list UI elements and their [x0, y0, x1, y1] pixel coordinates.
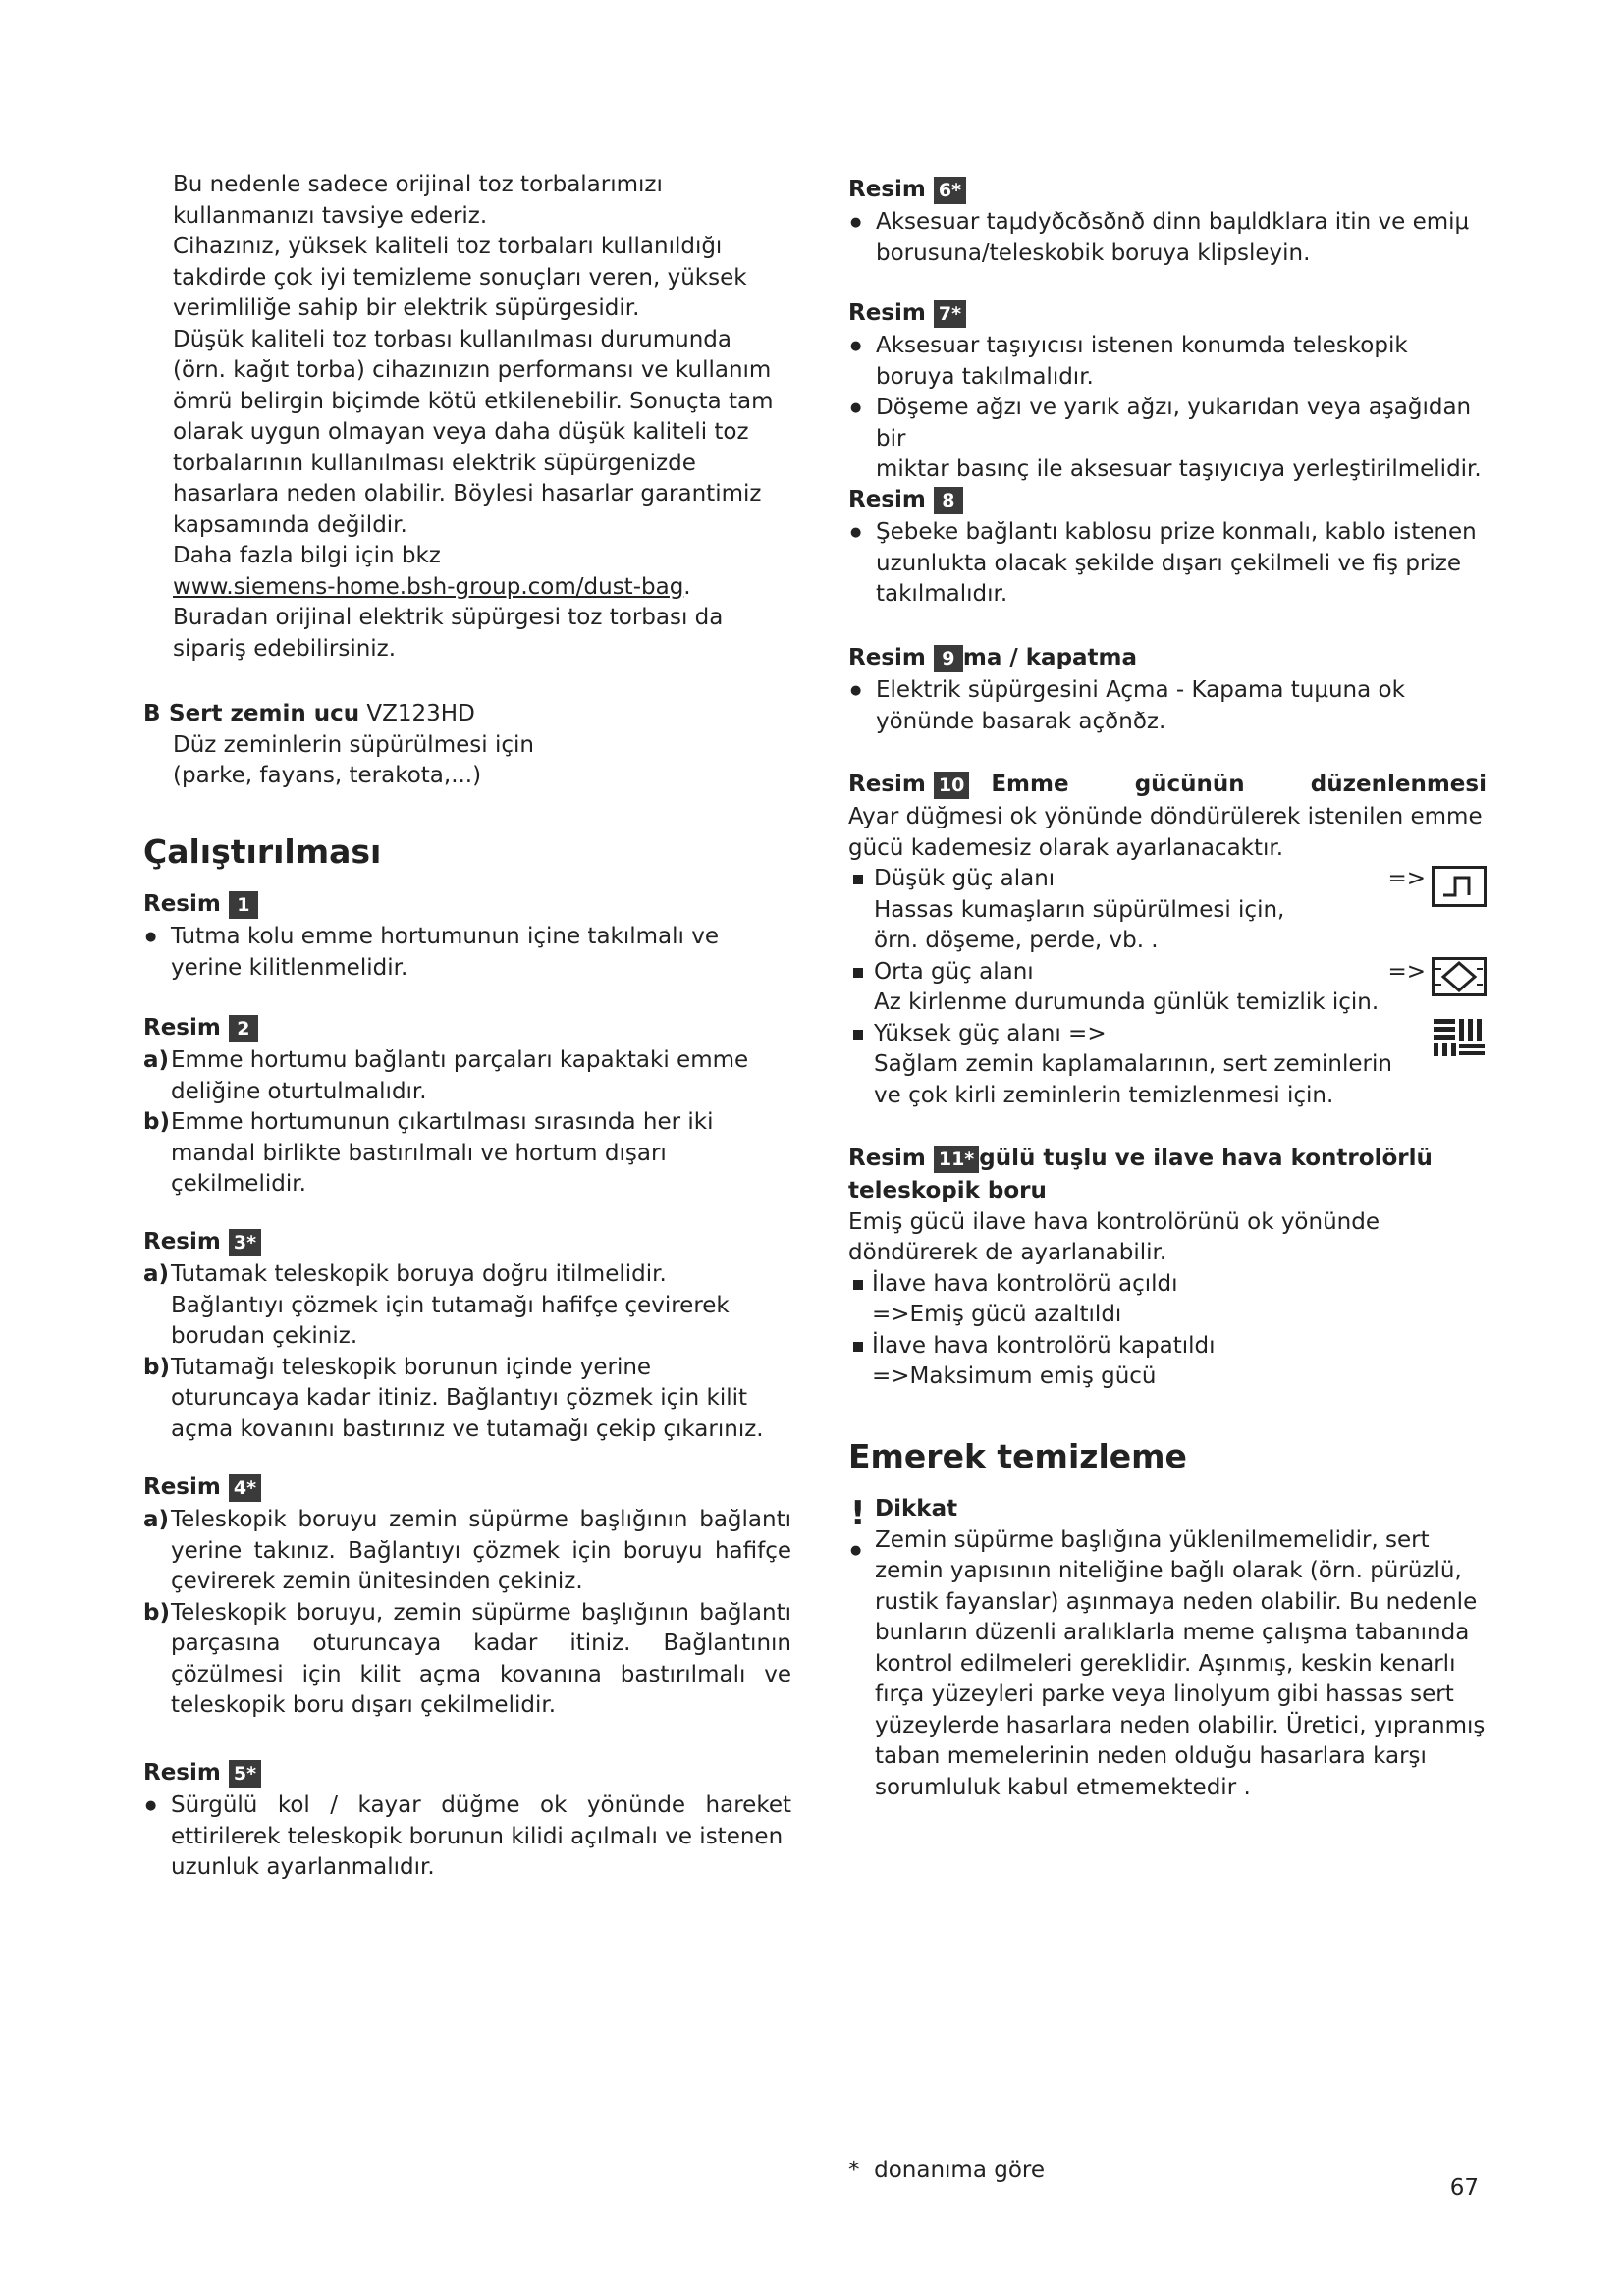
resim-9 [848, 642, 1487, 737]
b-letter: B [143, 701, 161, 726]
resim-10 [848, 769, 1487, 1111]
bullet-item: ● Aksesuar taμdyðcðsðnð dinn baμldklara itin ve emiμ borusuna/teleskobik boruya klipsleyin. [848, 207, 1487, 269]
text-line: (parke, fayans, terakota,...) [173, 763, 482, 788]
text-line: kullanmanızı tavsiye ederiz. [173, 202, 488, 229]
step-label: a) [143, 1047, 170, 1073]
resim-11-title: gülü tuşlu ve ilave hava kontrolörlü [979, 1146, 1433, 1172]
text-line: gücü kademesiz olarak ayarlanacaktır. [848, 834, 1284, 861]
resim-heading: Resim 4* [143, 1471, 791, 1505]
section-title-emerek-temizleme: Emerek temizleme [848, 1437, 1187, 1475]
resim-11 [848, 1143, 1487, 1393]
step-b: b) Emme hortumunun çıkartılması sırasında her iki mandal birlikte bastırılmalı ve hortum dışarı çekilmelidir. [143, 1109, 714, 1197]
resim-heading: Resim 11* gülü tuşlu ve ilave hava kontrolörlü [848, 1143, 1487, 1176]
b-title: Sert zemin ucu [169, 701, 360, 726]
text-line: verimliliğe sahip bir elektrik süpürgesidir. [173, 295, 640, 321]
resim-1 [143, 888, 791, 984]
figure-number: 10 [934, 772, 969, 799]
figure-number: 4* [229, 1474, 261, 1502]
b-code: VZ123HD [366, 701, 475, 726]
resim-9-title: ma / kapatma [962, 645, 1138, 671]
section-title-calistirilmasi: Çalıştırılması [143, 832, 382, 871]
resim-6 [848, 174, 1487, 269]
resim-heading: Resim 10 Emme gücünün düzenlenmesi [848, 772, 1487, 798]
resim-heading: Resim 5* [143, 1757, 791, 1790]
resim-heading: Resim 3* [143, 1226, 791, 1259]
bullet-item: ● Aksesuar taşıyıcısı istenen konumda teleskopik boruya takılmalıdır. [848, 331, 1487, 393]
high-power-icon [1432, 1017, 1487, 1058]
step-label: a) [143, 1261, 170, 1287]
figure-number: 2 [229, 1015, 258, 1042]
resim-11-title-line2: teleskopik boru [848, 1178, 1047, 1203]
warning-block: ! ● Dikkat Zemin süpürme başlığına yüklenilmemelidir, sert zemin yapısının niteliğine bağlı olarak (örn. pürüzlü, rustik fayanslar) aşınmaya neden olabilir. Bu nedenle bunların düzenli aralıklarla meme çalışma tabanında kontrol edilmeleri gereklidir. Aşınmış, keskin kenarlı fırça yüzeyleri parke veya linolyum gibi hassas sert yüzeylerde hasarlara neden olabilir. Üretici, yıpranmış taban memelerinin neden olduğu hasarlara karşı sorumluluk kabul etmemektedir . [850, 1494, 1486, 1800]
text-line: torbalarının kullanılması elektrik süpürgenizde [173, 450, 696, 476]
text-line: sipariş edebilirsiniz. [173, 635, 397, 662]
text-line: Düşük kaliteli toz torbası kullanılması durumunda [173, 326, 731, 352]
power-mid: Orta güç alanı => Az kirlenme durumunda günlük temizlik için. [848, 957, 1487, 1019]
text-line: Emiş gücü ilave hava kontrolörünü ok yönünde [848, 1208, 1380, 1235]
text-line: Düz zeminlerin süpürülmesi için [173, 731, 534, 758]
resim-heading: Resim 9 ma / kapatma [848, 642, 1487, 675]
text-line: ömrü belirgin biçimde kötü etkilenebilir. Sonuçta tam [173, 388, 774, 414]
text-line: kapsamında değildir. [173, 511, 407, 538]
resim-4 [143, 1471, 791, 1722]
text-line: Bu nedenle sadece orijinal toz torbalarımızı [173, 172, 663, 197]
text-line: döndürerek de ayarlanabilir. [848, 1240, 1167, 1265]
figure-number: 9 [934, 645, 963, 672]
step-label: b) [143, 1354, 170, 1380]
text-line: hasarlara neden olabilir. Böylesi hasarlar garantimiz [173, 481, 762, 507]
step-b: b) Teleskopik boruyu, zemin süpürme başlığının bağlantı parçasına oturuncaya kadar itiniz. Bağlantının çözülmesi için kilit açma kovanına bastırılmalı ve teleskopik boru dışarı çekilmelidir. [143, 1599, 791, 1718]
link-line: www.siemens-home.bsh-group.com/dust-bag. [173, 573, 691, 600]
resim-2 [143, 1012, 791, 1201]
text-line: Cihazınız, yüksek kaliteli toz torbaları kullanıldığı [173, 234, 723, 259]
resim-8 [848, 484, 1487, 611]
figure-number: 3* [229, 1229, 261, 1256]
dust-bag-link[interactable]: www.siemens-home.bsh-group.com/dust-bag [173, 573, 684, 600]
power-high: Yüksek güç alanı => Sağlam zemin kaplamalarının, sert zeminlerin ve çok kirli zeminlerin temizlenmesi için. [848, 1019, 1487, 1112]
resim-5 [143, 1757, 791, 1884]
bullet-item: ● Tutma kolu emme hortumunun içine takılmalı ve yerine kilitlenmelidir. [143, 922, 791, 984]
step-a: a) Emme hortumu bağlantı parçaları kapaktaki emme deliğine oturtulmalıdır. [143, 1047, 749, 1104]
resim-heading: Resim 7* [848, 297, 1487, 331]
figure-number: 8 [934, 487, 963, 514]
text-line: olarak uygun olmayan veya daha düşük kaliteli toz [173, 419, 749, 445]
text-line: Daha fazla bilgi için bkz [173, 543, 441, 568]
resim-heading: Resim 6* [848, 174, 1487, 207]
step-a: a) Tutamak teleskopik boruya doğru itilmelidir. Bağlantıyı çözmek için tutamağı hafifçe çevirerek borudan çekiniz. [143, 1261, 730, 1349]
figure-number: 11* [934, 1146, 979, 1173]
figure-number: 6* [934, 177, 966, 204]
text-line: Ayar düğmesi ok yönünde döndürülerek istenilen emme [848, 804, 1483, 829]
resim-heading: Resim 2 [143, 1012, 791, 1045]
warning-title: Dikkat [875, 1496, 958, 1522]
footnote: * donanıma göre [848, 2158, 1046, 2183]
warning-icon: ! [850, 1494, 866, 1533]
text-line: takdirde çok iyi temizleme sonuçları veren, yüksek [173, 264, 747, 291]
intro-paragraph [143, 170, 791, 665]
step-b: b) Tutamağı teleskopik borunun içinde yerine oturuncaya kadar itiniz. Bağlantıyı çözmek için kilit açma kovanını bastırınız ve tutamağı çekip çıkarınız. [143, 1354, 764, 1442]
b-item [143, 699, 791, 792]
figure-number: 5* [229, 1760, 261, 1788]
bullet-item: ● Elektrik süpürgesini Açma - Kapama tuμuna ok yönünde basarak açðnðz. [848, 675, 1487, 737]
figure-number: 7* [934, 300, 966, 328]
resim-7 [848, 297, 1487, 486]
resim-heading: Resim 8 [848, 484, 1487, 517]
list-item: İlave hava kontrolörü açıldı =>Emiş gücü azaltıldı [848, 1269, 1487, 1331]
step-label: b) [143, 1109, 170, 1135]
power-low: Düşük güç alanı => Hassas kumaşların süpürülmesi için, örn. döşeme, perde, vb. . [848, 864, 1487, 957]
bullet-item: ● Sürgülü kol / kayar düğme ok yönünde hareket ettirilerek teleskopik borunun kilidi açılmalı ve istenen uzunluk ayarlanmalıdır. [143, 1790, 791, 1884]
bullet-item: ● Şebeke bağlantı kablosu prize konmalı, kablo istenen uzunlukta olacak şekilde dışarı çekilmeli ve fiş prize takılmalıdır. [848, 517, 1487, 611]
step-label: a) [143, 1507, 170, 1532]
low-power-icon [1432, 866, 1487, 907]
mid-power-icon [1432, 957, 1487, 996]
list-item: İlave hava kontrolörü kapatıldı =>Maksimum emiş gücü [848, 1331, 1487, 1393]
resim-3 [143, 1226, 791, 1445]
text-line: (örn. kağıt torba) cihazınızın performansı ve kullanım [173, 357, 772, 383]
step-label: b) [143, 1599, 170, 1626]
page-number: 67 [1449, 2175, 1479, 2201]
resim-heading: Resim 1 [143, 888, 791, 922]
text-line: Buradan orijinal elektrik süpürgesi toz torbası da [173, 605, 724, 630]
figure-number: 1 [229, 891, 258, 919]
step-a: a) Teleskopik boruyu zemin süpürme başlığının bağlantı yerine takınız. Bağlantıyı çözmek için boruyu hafifçe çevirerek zemin ünitesinden çekiniz. [143, 1507, 791, 1594]
bullet-item: ● Döşeme ağzı ve yarık ağzı, yukarıdan veya aşağıdan bir miktar basınç ile aksesuar taşıyıcıya yerleştirilmelidir. [848, 393, 1487, 486]
bullet-icon: ● [850, 1543, 862, 1558]
